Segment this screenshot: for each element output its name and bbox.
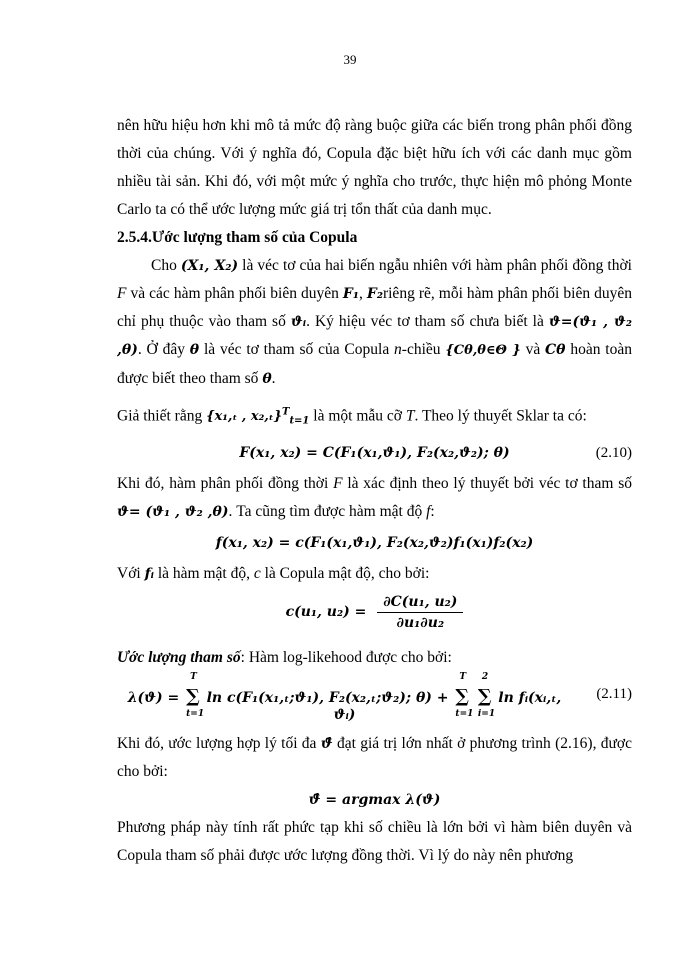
text: là véc tơ của hai biến ngẫu nhiên với hàm phân phối đồng thời [238,257,632,274]
fraction-numerator: ∂C(u₁, u₂) [377,594,463,613]
section-heading: 2.5.4.Ước lượng tham số của Copula [117,229,358,246]
text: hoàn toàn được biết theo tham số [117,341,632,387]
math-sample-set [206,407,310,427]
math-c: c [253,564,261,582]
text: . Ta cũng tìm được hàm mật độ [228,502,427,520]
page-number: 39 [343,52,357,67]
equation-2-11 [117,672,632,730]
sum-lower: i=1 [477,708,496,719]
equation-lhs: c(u₁, u₂) = [285,604,367,621]
text: là một mẫu cỡ [309,407,406,425]
equation-copula-density-row [117,588,632,644]
math-param-vector: ϑ= (ϑ₁ , ϑ₂ ,θ) [117,503,229,520]
paragraph-sample [117,399,632,436]
text: , [358,285,367,302]
text: riêng rẽ, mỗi hàm phân phối biên duyên chỉ phụ thuộc vào tham số [117,285,632,330]
math-f: f [426,502,431,520]
text: . Ở đây [137,341,190,358]
fraction [377,594,463,631]
text: : Hàm log-likehood được cho bởi: [240,648,452,666]
text: đạt giá trị lớn nhất ở phương trình (2.16), được cho bởi: [117,734,632,780]
paragraph-estimation [117,644,632,672]
equation-copula-density [117,594,632,631]
equation-argmax-row [117,786,632,814]
equation-loglikelihood [117,671,572,723]
sum-upper: T [459,671,467,682]
sum-upper: T [190,671,197,682]
equation-number: (2.11) [596,685,632,702]
text: Với [117,564,145,582]
math-theta: θ [189,342,200,358]
equation-density: f(x₁, x₂) = c(F₁(x₁,ϑ₁), F₂(x₂,ϑ₂)f₁(x₁)f₂(x₂) [215,534,534,551]
equation-sklar: F(x₁, x₂) = C(F₁(x₁,ϑ₁), F₂(x₂,ϑ₂); θ) [239,444,510,461]
paragraph-mle [117,730,632,786]
text: . Theo lý thuyết Sklar ta có: [414,407,587,425]
math-copula-family: {Cθ,θ∈Θ } [445,343,521,358]
text: . [271,370,276,387]
fraction-denominator: ∂u₁∂u₂ [396,614,445,631]
equation-2-10 [117,436,632,470]
text: là Copula mật độ, cho bởi: [260,564,430,582]
equation-density-row [117,526,632,560]
text: và [520,341,546,358]
sum-upper: 2 [481,671,489,682]
sum-symbol: ∑ T t=1 [455,671,474,719]
text: . Ký hiệu véc tơ tham số chưa biết là [306,313,549,330]
math-sample-sup: T [281,407,290,418]
text: và các hàm phân phối biên duyên [126,285,343,302]
text: Giả thiết rằng [117,407,207,425]
math-F1: F₁ [342,286,359,302]
estimation-label: Ước lượng tham số [117,648,241,666]
paragraph-joint [117,470,632,526]
math-C-theta: Cθ [545,342,566,358]
math-F: F [333,474,343,492]
sum-symbol: ∑ 2 i=1 [477,671,496,719]
paragraph-method: Phương pháp này tính rất phức tạp khi số chiều là lớn bởi vì hàm biên duyên và Copula tham số phải được ước lượng đồng thời. Vì lý do này nên phương [117,818,632,864]
math-T: T [405,407,415,425]
math-F2: F₂ [366,286,383,302]
text: -chiều [401,341,446,358]
document-body [117,112,632,870]
paragraph-definition [117,252,632,393]
sum-lower: t=1 [455,708,474,719]
text: Khi đó, hàm phân phối đồng thời [117,474,334,492]
math-sample: {x₁,ₜ , x₂,ₜ} [206,409,282,425]
text: là véc tơ tham số của Copula [199,341,395,358]
text: là hàm mật độ, [153,564,254,582]
sum-symbol: ∑ T t=1 [186,671,205,719]
text: : [430,502,435,520]
sum-lower: t=1 [186,708,205,719]
text: Cho [151,257,181,274]
paragraph-intro: nên hữu hiệu hơn khi mô tả mức độ ràng buộc giữa các biến trong phân phối đồng thời của chúng. Với ý nghĩa đó, Copula đặc biệt hữu ích với các danh mục gồm nhiều tài sản. Khi đó, với một mức ý nghĩa cho trước, thực hiện mô phỏng Monte Carlo ta có thể ước lượng mức giá trị tổn thất của danh mục. [117,117,632,218]
math-sample-sub: t=1 [289,415,310,427]
math-f-i: fᵢ [144,565,154,582]
math-theta-i: ϑᵢ [290,314,307,330]
equation-term: ln c(F₁(x₁,ₜ;ϑ₁), F₂(x₂,ₜ;ϑ₂); θ) + [206,689,449,706]
equation-lhs: λ(ϑ) = [127,689,180,706]
math-param-vector: ϑ=(ϑ₁ , ϑ₂ ,θ) [117,314,632,358]
math-theta: θ [262,371,272,387]
text: Khi đó, ước lượng hợp lý tối đa [117,734,321,752]
math-theta-hat: ϑ̂ [320,735,333,752]
equation-number: (2.10) [595,444,632,461]
math-n: n [394,341,402,358]
equation-term: ln fᵢ(xᵢ,ₜ, ϑᵢ) [333,689,562,723]
paragraph-copula-density [117,560,632,588]
text: là xác định theo lý thuyết bởi véc tơ tham số [342,474,632,492]
math-vector-x: (X₁, X₂) [180,258,239,274]
math-F: F [117,285,127,302]
equation-argmax: ϑ̂ = argmax λ(ϑ) [308,791,441,808]
